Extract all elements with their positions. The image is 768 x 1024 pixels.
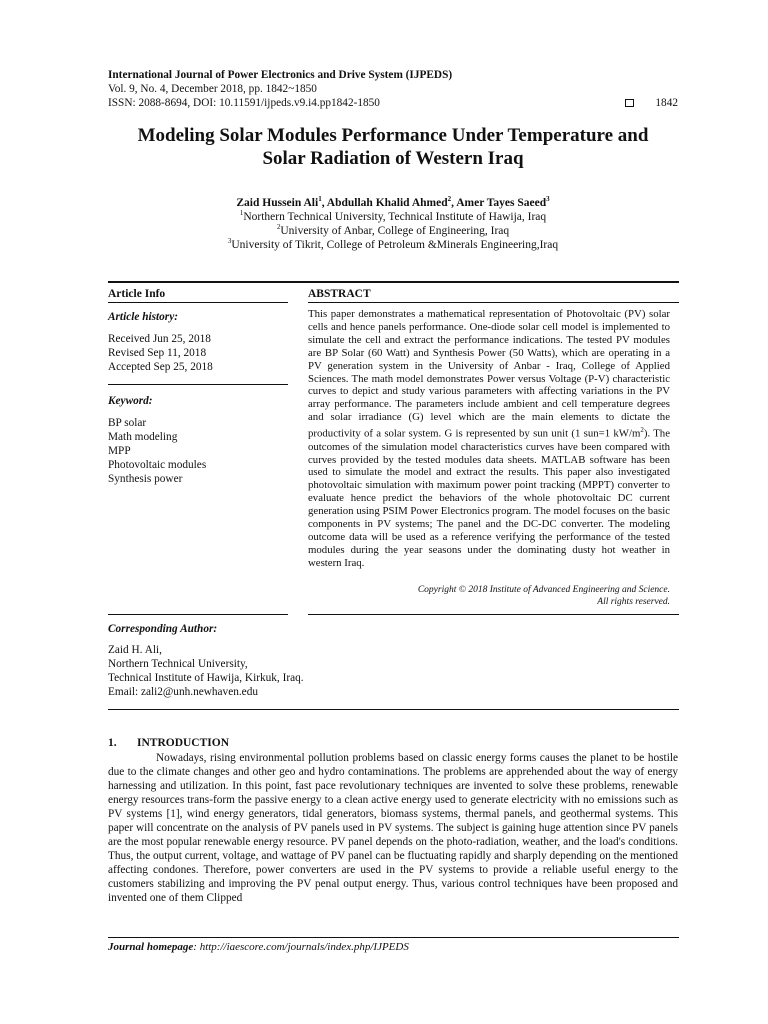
affiliation-1-sup: 1 — [239, 209, 244, 218]
keyword-item: Math modeling — [108, 431, 178, 443]
affiliation-3 — [100, 238, 686, 252]
title-line-2: Solar Radiation of Western Iraq — [262, 148, 524, 169]
paper-title — [100, 124, 686, 170]
article-info-heading: Article Info — [108, 288, 166, 300]
affiliation-2-sup: 2 — [276, 223, 281, 232]
square-icon — [625, 99, 634, 107]
corresponding-org: Northern Technical University, — [108, 658, 248, 670]
author-bottom-rule — [108, 709, 679, 710]
abstract-underline — [308, 302, 679, 303]
author-2-sup: 2 — [447, 195, 452, 204]
affiliation-2 — [100, 224, 686, 238]
info-bottom-rule — [108, 614, 288, 615]
article-info-underline — [108, 302, 288, 303]
affiliation-2-text: University of Anbar, College of Engineering, Iraq — [280, 225, 510, 237]
copyright-line-2: All rights reserved. — [597, 597, 670, 607]
top-rule — [108, 281, 679, 283]
corresponding-author-details — [108, 643, 304, 699]
journal-title: International Journal of Power Electronics and Drive System (IJPEDS) — [108, 69, 453, 81]
journal-issn-doi: ISSN: 2088-8694, DOI: 10.11591/ijpeds.v9.i4.pp1842-1850 — [108, 97, 380, 109]
date-received: Received Jun 25, 2018 — [108, 333, 211, 345]
corresponding-author-label: Corresponding Author: — [108, 623, 218, 635]
abstract-heading: ABSTRACT — [308, 288, 371, 300]
section-heading — [108, 737, 229, 749]
introduction-paragraph: Nowadays, rising environmental pollution problems based on classic energy forms causes the planet to be hostile due to the climate changes and other geo and hydro contaminations. The problems are apprehended about the way of energy harnessing and utilization. In this point, fast pace revolutionary techniques are invented to solve these problems, renewable energy resources trans-form the passive energy to a clean active energy used to generate electricity with no emissions such as PV systems [1], wind energy generators, tidal generators, biomass systems, thermal panels, and geothermal systems. This paper will concentrate on the analysis of PV panels used in PV systems. The subject is gaining huge attention since PV panels are the most popular renewable energy resource. PV panel depends on the photo-radiation, weather, and the load's conditions. Thus, the output current, voltage, and wattage of PV panel can be fluctuating rapidly and sharply depending on the mentioned affecting condones. Therefore, power converters are used in the PV systems to provide a reliable useful energy to the customers stabilizing and improving the PV penal output energy. Thus, various control techniques have been proposed and invented one of them Clipped — [108, 752, 678, 905]
author-1: Zaid Hussein Ali — [236, 197, 319, 209]
keyword-item: Synthesis power — [108, 473, 183, 485]
author-3-sup: 3 — [546, 195, 550, 204]
copyright-notice — [308, 584, 670, 608]
journal-header — [108, 68, 680, 110]
corresponding-name: Zaid H. Ali, — [108, 644, 162, 656]
homepage-label: Journal homepage — [108, 941, 194, 953]
affiliation-3-sup: 3 — [227, 237, 232, 246]
title-line-1: Modeling Solar Modules Performance Under Temperature and — [137, 125, 649, 146]
author-1-sup: 1 — [318, 195, 322, 204]
keyword-item: BP solar — [108, 417, 147, 429]
abstract-text-part-1: This paper demonstrates a mathematical representation of Photovoltaic (PV) solar cells and hence panels performance. One-diode solar cell model is implemented to simulate the cell and extract the performance indications. The tested PV modules are BP Solar (60 Watt) and Synthesis Power (50 Watts), which are operating in a PV generation system in the University of Anbar - Iraq, College of Applied Sciences. The math model demonstrates Power versus Voltage (P-V) characteristic curves to depict and study various parameters with affecting variations in the PV array performance. The parameters include ambient and cell temperature degrees and solar irradiance (G) level which are the main elements to dictate the productivity of a solar system. G is represented by sun unit (1 sun=1 kW/m — [308, 308, 670, 440]
affiliation-1 — [100, 210, 686, 224]
footer-rule — [108, 937, 679, 938]
section-number: 1. — [108, 737, 117, 749]
article-history-label: Article history: — [108, 311, 178, 323]
abstract-bottom-rule — [308, 614, 679, 615]
journal-homepage — [108, 941, 409, 953]
abstract-text-part-2: ). The outcomes of the simulation model characteristics curves have been compared with curves provided by the tested modules data sheets. MATLAB software has been used to simulate the model and extract the results. This paper also investigated photovoltaic simulation with maximum power point tracking (MPPT) converter to evaluate hence predict the behaviors of the whole photovoltaic DC current generation using PSIM Power Electronics program. The model focuses on the basic components in PV systems; The panel and the DC-DC converter. The modeling outcome data will be used as a reference verifying the performance of the tested modules during the year seasons under the dominating dusty hot weather in western Iraq. — [308, 427, 670, 569]
section-title: INTRODUCTION — [137, 737, 230, 749]
corresponding-email[interactable]: Email: zali2@unh.newhaven.edu — [108, 686, 258, 698]
date-revised: Revised Sep 11, 2018 — [108, 347, 207, 359]
copyright-line-1: Copyright © 2018 Institute of Advanced Engineering and Science. — [417, 585, 670, 595]
abstract-superscript: 2 — [640, 426, 644, 435]
keyword-item: Photovoltaic modules — [108, 459, 207, 471]
author-names — [100, 196, 686, 210]
keyword-item: MPP — [108, 445, 131, 457]
affiliation-1-text: Northern Technical University, Technical Institute of Hawija, Iraq — [243, 211, 547, 223]
date-accepted: Accepted Sep 25, 2018 — [108, 361, 213, 373]
author-3: , Amer Tayes Saeed — [451, 197, 547, 209]
author-block — [100, 196, 686, 252]
keyword-list — [108, 416, 206, 486]
article-history-dates — [108, 332, 213, 374]
keyword-label: Keyword: — [108, 395, 153, 407]
corresponding-address: Technical Institute of Hawija, Kirkuk, Iraq. — [108, 672, 304, 684]
journal-volume: Vol. 9, No. 4, December 2018, pp. 1842~1850 — [108, 83, 317, 95]
author-2: , Abdullah Khalid Ahmed — [321, 197, 448, 209]
homepage-link[interactable]: http://iaescore.com/journals/index.php/IJPEDS — [199, 941, 409, 953]
affiliation-3-text: University of Tikrit, College of Petroleum &Minerals Engineering,Iraq — [231, 239, 559, 251]
history-divider — [108, 384, 288, 385]
page-number: 1842 — [655, 97, 678, 109]
homepage-separator: : — [193, 941, 200, 953]
abstract-text — [308, 308, 670, 570]
